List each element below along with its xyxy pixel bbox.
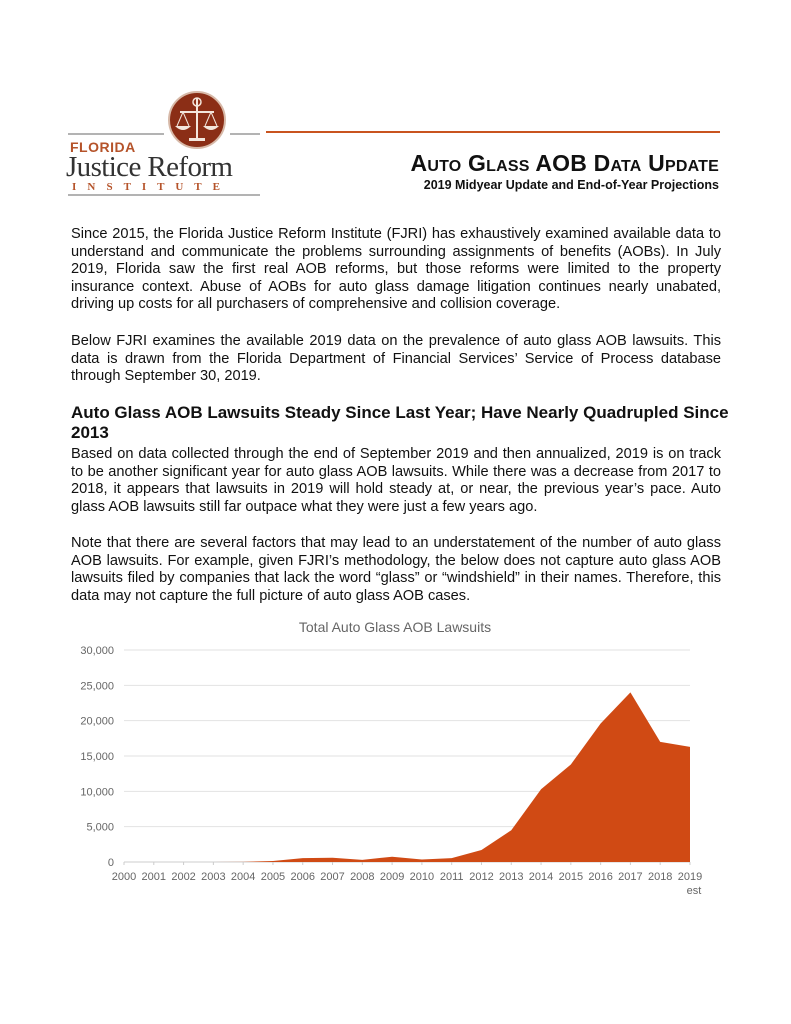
fjri-logo	[64, 90, 264, 198]
chart-title: Total Auto Glass AOB Lawsuits	[298, 619, 492, 635]
x-tick-label: 2012	[469, 871, 494, 883]
x-tick-label: 2014	[528, 871, 554, 883]
x-tick-label: 2018	[647, 871, 673, 883]
x-tick-label: 2010	[409, 871, 435, 883]
title-block	[411, 150, 719, 193]
x-tick-label: 2000	[111, 871, 137, 883]
y-tick-label: 5,000	[86, 821, 114, 834]
logo-justice-reform-text: Justice Reform	[66, 151, 233, 183]
x-tick-label: 2017	[618, 871, 643, 883]
logo-institute-text: I N S T I T U T E	[72, 181, 225, 193]
scales-of-justice-icon	[169, 92, 225, 148]
intro-paragraph: Since 2015, the Florida Justice Reform Institute (FJRI) has exhaustively examined available data to understand and communicate the problems surrounding assignments of benefits (AOBs). In July 2019, Florida saw the first real AOB reforms, but those reforms were limited to the property insurance context. Abuse of AOBs for auto glass damage litigation continues nearly unabated, driving up costs for all purchasers of comprehensive and collision coverage.	[71, 226, 721, 313]
area-series	[124, 692, 690, 862]
x-tick-label: 2004	[230, 871, 256, 883]
y-tick-label: 10,000	[80, 786, 114, 799]
lawsuits-chart	[60, 614, 720, 904]
logo-florida-text: FLORIDA	[70, 139, 136, 155]
analysis-paragraph: Based on data collected through the end of September 2019 and then annualized, 2019 is on track to be another significant year for auto glass AOB lawsuits. While there was a decrease from 2017 to 2018, it appears that lawsuits in 2019 will hold steady at, or near, the previous year’s pace. Auto glass AOB lawsuits still far outpace what they were just a few years ago.	[71, 446, 721, 515]
caveat-paragraph: Note that there are several factors that may lead to an understatement of the number of auto glass AOB lawsuits. For example, given FJRI’s methodology, the below does not capture auto glass AOB lawsuits filed by companies that lack the word “glass” or “windshield” in their names. Therefore, this data may not capture the full picture of auto glass AOB cases.	[71, 535, 721, 604]
x-tick-label: 2005	[260, 871, 286, 883]
x-tick-label: 2001	[141, 871, 167, 883]
x-tick-label: 2016	[588, 871, 613, 883]
x-tick-label: 2007	[320, 871, 345, 883]
document-title: Auto Glass AOB Data Update	[410, 150, 719, 176]
x-tick-label: 2002	[171, 871, 196, 883]
x-tick-label: 2003	[201, 871, 226, 883]
y-tick-label: 20,000	[80, 715, 114, 728]
y-tick-label: 25,000	[80, 680, 114, 693]
x-tick-label: 2011	[439, 871, 464, 883]
x-tick-label: 2008	[350, 871, 375, 883]
header-rule	[266, 131, 720, 133]
x-tick-sublabel: est	[686, 885, 702, 897]
section-heading: Auto Glass AOB Lawsuits Steady Since Last Year; Have Nearly Quadrupled Since 2013	[71, 403, 729, 442]
x-tick-label: 2006	[290, 871, 315, 883]
x-tick-label: 2009	[379, 871, 405, 883]
document-subtitle: 2019 Midyear Update and End-of-Year Projections	[423, 178, 719, 192]
y-tick-label: 30,000	[80, 645, 114, 657]
y-tick-label: 0	[107, 857, 114, 869]
x-tick-label: 2013	[499, 871, 524, 883]
x-tick-label: 2019	[677, 871, 703, 883]
y-tick-label: 15,000	[80, 751, 114, 763]
x-tick-label: 2015	[558, 871, 584, 883]
lawsuits-chart-svg	[60, 614, 720, 904]
data-source-paragraph: Below FJRI examines the available 2019 data on the prevalence of auto glass AOB lawsuits. This data is drawn from the Florida Department of Financial Services’ Service of Process database through September 30, 2019.	[71, 333, 721, 385]
